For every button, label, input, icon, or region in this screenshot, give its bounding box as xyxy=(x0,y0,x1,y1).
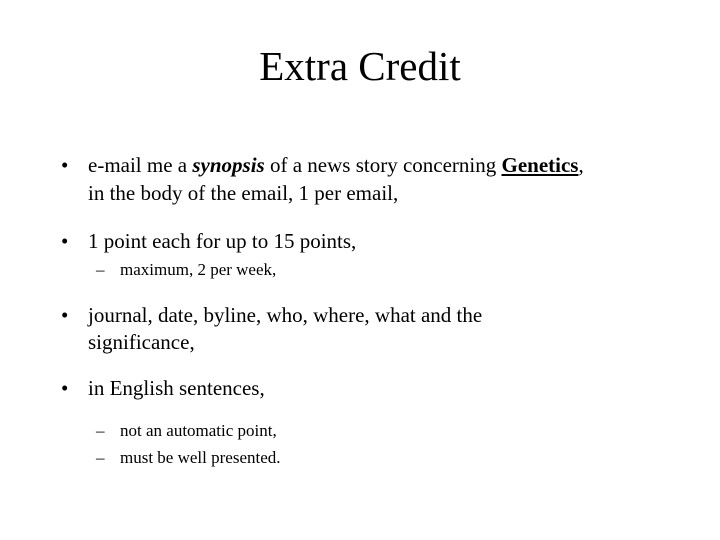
slide-title: Extra Credit xyxy=(259,43,461,89)
sub-item-marker: – xyxy=(96,421,105,440)
bullet-text-segment: e-mail me a xyxy=(88,153,193,177)
sub-item-text: not an automatic point, xyxy=(120,421,277,440)
synopsis-emphasis: synopsis xyxy=(192,153,265,177)
bullet-text-line: significance, xyxy=(88,330,195,354)
bullet-marker: • xyxy=(61,303,69,327)
bullet-marker: • xyxy=(61,376,69,400)
sub-item-marker: – xyxy=(96,448,105,467)
genetics-emphasis: Genetics xyxy=(501,153,579,177)
bullet-text-segment: , xyxy=(578,153,584,177)
bullet-text-segment: of a news story concerning xyxy=(264,153,502,177)
bullet-text-line: 1 point each for up to 15 points, xyxy=(88,229,357,253)
bullet-text-line: journal, date, byline, who, where, what and the xyxy=(88,303,483,327)
bullet-text-line: in English sentences, xyxy=(88,376,265,400)
bullet-marker: • xyxy=(61,153,69,177)
sub-item-marker: – xyxy=(96,260,105,279)
bullet-text-line xyxy=(88,152,584,178)
bullet-text-line: in the body of the email, 1 per email, xyxy=(88,181,399,205)
bullet-marker: • xyxy=(61,229,69,253)
sub-item-text: must be well presented. xyxy=(120,448,281,467)
sub-item-text: maximum, 2 per week, xyxy=(120,260,277,279)
